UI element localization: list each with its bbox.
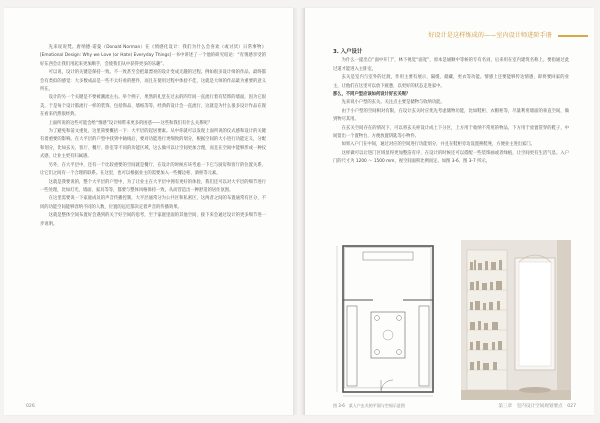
paragraph: 上面所说的这些可能会给“情感”设计师带来更多的困惑——这些和我们有什么关系呢？	[48, 120, 213, 126]
paragraph: 如果入户门在中间，通过对应的空间进行功能划分，并且在鞋柜旁边设置换鞋凳，方便业主进出家门。	[341, 142, 535, 148]
book-gutter	[293, 8, 305, 415]
chapter-header	[305, 30, 594, 42]
paragraph: 另外，在大平层中，还有一个比较重要的空间就是餐厅，在设计的时候应该考虑一下它与厨房和客厅的位置关系，让它们之间有一个合理的联系。在这里，也可以根据业主的需要加入一些餐边柜、酒柜等元素。	[40, 162, 266, 177]
paragraph: 这样做可以让进门区域显得更加整洁有序，在设计的时候还可以搭配一些装饰画或者绿植，让空间更有生活气息。入户门的尺寸为 1200 ～ 1500 mm，视空间面积比例而定。如图 3-6、图 3-7 所示。	[333, 150, 569, 165]
paragraph: 在这里需要说一下家庭成员的声音传播控制，大平层通常分为公共区和私密区，这两者之间的布置通常有区分，不同的功能空间能够容纳不同的人数，位置的远近都决定着声音的传播效果。	[40, 196, 266, 210]
right-body-text	[333, 48, 569, 167]
right-page	[305, 8, 594, 415]
header-accent-line	[558, 35, 588, 37]
entry-photo-figure	[461, 240, 571, 400]
subsection-question: 那么，不同户型应该如何设计好玄关呢？	[333, 92, 411, 98]
paragraph: 先来说说梵。唐纳德·诺曼（Donald Norman）在《情感化设计：我们为什么会喜欢（或讨厌）日常事物》[Emotional Design: Why we Love (or Hate) Everyday Things]一书中讲述了一个他的研究结论：“有情感享受的好东西会让我们用起来更加顺手，会使我们从中获得更多的乐趣”。	[40, 45, 266, 67]
left-page	[4, 8, 293, 415]
paragraph: 这就是我要说的，整个大平层的户型中，为了让业主在大平层中拥有更好的体验，我们还可以对大平层的细节进行一些处理，比如灯光、墙面、家具等等，都要与整体风格保持一致，从而营造出一种舒适的居住氛围。	[40, 179, 266, 193]
left-page-number: 026	[26, 404, 35, 409]
right-footer: 第三章 室内设计空间规划要点 027	[498, 404, 576, 409]
paragraph: 先来说小户型的玄关。关注点主要是储物与收纳功能。	[341, 100, 445, 106]
paragraph: 设计的另一个关键是不要被潮流左右。举个例子，果然的礼堂在过去的四年间一直流行着有装饰的墙面，因为它很美，于是每个设计都流行一样的装饰，包括饰品、墙纸等等，经典的设计会一直流行，这就是为什么很多设计作品在现在看来仍然很经典。	[40, 95, 266, 118]
paragraph: 这就是整体空间布置好会遇到的关于好空间的思考，至于家庭里面的其他空间，接下来会通过设计的更多细节进一步说明。	[40, 213, 266, 227]
floor-plan-figure	[333, 240, 443, 400]
paragraph: 由于小户型的空间相对有限，在设计玄关时应优先考虑储物功能，比如鞋柜、衣帽柜等，尽量利用墙面的垂直空间，做到物尽其用。	[333, 108, 569, 123]
section-title: 3. 入户设计	[333, 49, 363, 55]
paragraph: 可以说，设计的关键是保持一致。不一致甚至会把最漂亮的设计变成无趣的过程。例如很多设计师的作品，最终都会有类似的感觉：大多数成品是一些不太好看的摆件，而且在使用过程中体验不佳，这就是大师的作品最为重要的意义所在。	[40, 70, 266, 93]
paragraph: 玄关是室内与室外的过渡，作用主要有展示、隔缓、储藏，更衣等功能。情感上还要能够传达情感，即将要回家的业主，让他们在这里可以放下疲惫，以更好的状态走进家中。	[333, 75, 569, 89]
figure-group	[333, 240, 573, 400]
left-body-text	[40, 44, 266, 229]
figure-caption: 图 3-6 某入户玄关的平面与空间示意图	[333, 403, 405, 408]
paragraph: 为什么一提出自“面中开门”，林下视觉“面宽”，原本是通顺中等候的专有名词，后来用在室内建筑名称上，要指通过此过道才能进入主卧室。	[333, 58, 569, 72]
header-title: 好设计是这样炼成的——室内设计师进阶手册	[428, 32, 552, 39]
paragraph: 为了避免和前文重复，这里简要概括一下：大平层的起居要素。从中你就可以发现上面所说的仪式感和设计的关键有着重要的影响。在大平层的户型中找到中轴线后，要对功能进行更细致的划分，根据空间的大小进行功能定义，分配和划分，比如玄关、客厅、餐厅、卧室等不同的功能区域，这么做可以让空间更加合理，而且在空间中能够形成一种仪式感，让业主更有归属感。	[40, 129, 266, 160]
paragraph: 在玄关空间存在的情况下，可以将玄关柜设计成上下分区，上方用于收纳不常用的物品，下方用于放置常穿的鞋子，中间留出一个置物台，方便放置钥匙等小物件。	[333, 125, 569, 140]
